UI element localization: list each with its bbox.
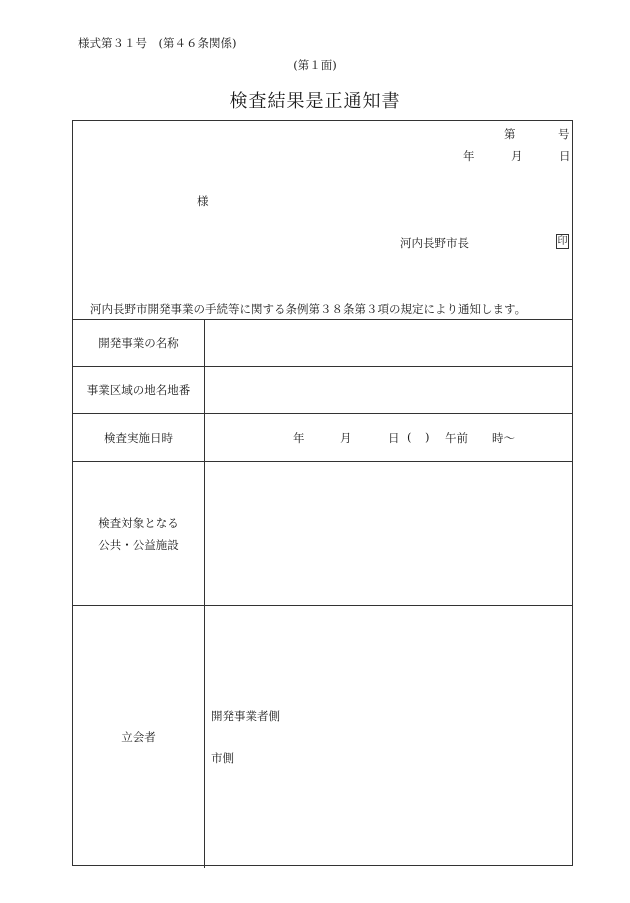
location-value	[205, 367, 573, 414]
number-go: 号	[558, 127, 570, 141]
weekday-open-paren: (	[407, 430, 412, 444]
city-side: 市側	[211, 750, 234, 765]
facility-value	[205, 462, 573, 606]
table-row	[73, 367, 572, 414]
location-label: 事業区域の地名地番	[73, 367, 205, 414]
issuer-name: 河内長野市長	[400, 236, 469, 250]
document-title: 検査結果是正通知書	[229, 91, 401, 112]
fields-table	[73, 319, 572, 868]
date-month: 月	[511, 149, 523, 163]
addressee-suffix: 様	[197, 194, 209, 208]
date-day: 日	[559, 149, 571, 163]
notice-text: 河内長野市開発事業の手続等に関する条例第３８条第３項の規定により通知します。	[90, 302, 527, 316]
page-label: (第１面)	[293, 58, 337, 72]
project-name-value	[205, 320, 573, 367]
attendees-label: 立会者	[73, 606, 205, 868]
weekday-close-paren: )	[425, 430, 430, 444]
inspection-date-label: 検査実施日時	[73, 414, 205, 462]
inspection-month: 月	[340, 431, 352, 445]
date-year: 年	[463, 149, 475, 163]
form-frame	[72, 120, 573, 866]
facility-label	[73, 462, 205, 606]
table-row	[73, 414, 572, 462]
time-am: 午前	[445, 431, 468, 445]
developer-side: 開発事業者側	[211, 708, 280, 723]
facility-label-line1: 検査対象となる	[98, 515, 179, 530]
inspection-year: 年	[293, 431, 305, 445]
table-row	[73, 320, 572, 367]
table-row	[73, 606, 572, 868]
number-dai: 第	[504, 127, 516, 141]
seal-mark: 印	[557, 236, 568, 247]
table-row	[73, 462, 572, 606]
project-name-label: 開発事業の名称	[73, 320, 205, 367]
inspection-date-value	[205, 414, 573, 462]
time-hour: 時～	[492, 431, 515, 445]
notice-header	[73, 121, 572, 319]
inspection-day: 日	[388, 431, 400, 445]
facility-label-line2: 公共・公益施設	[98, 537, 179, 552]
attendees-value	[205, 606, 573, 868]
form-number: 様式第３１号 (第４６条関係)	[78, 36, 237, 50]
